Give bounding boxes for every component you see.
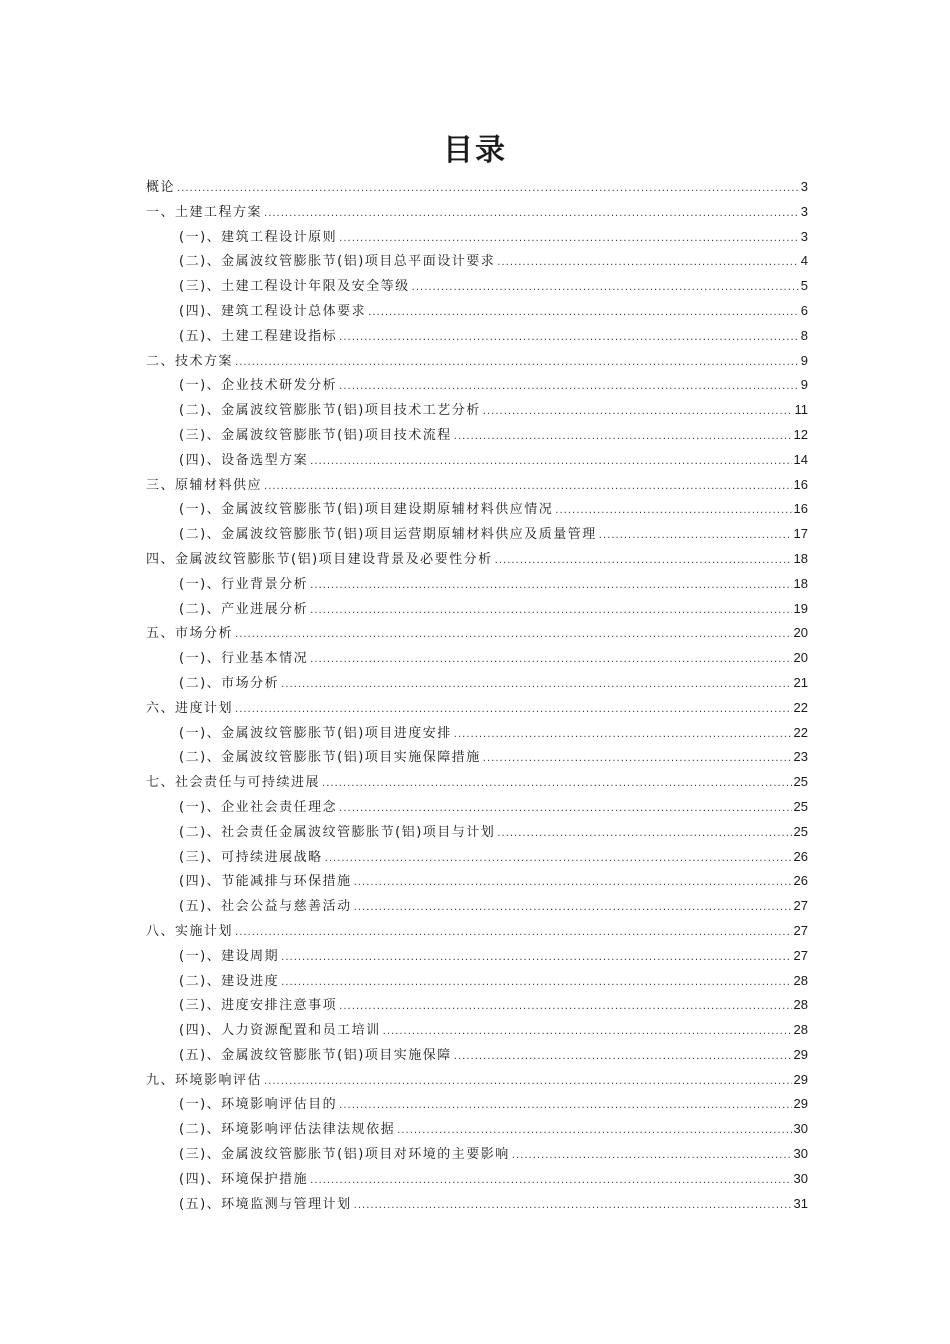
toc-entry-title: (二)、社会责任金属波纹管膨胀节(铝)项目与计划 — [179, 824, 496, 840]
toc-dot-leader — [339, 375, 799, 400]
toc-entry-title: 五、市场分析 — [146, 626, 234, 642]
toc-dot-leader — [281, 971, 791, 996]
toc-entry-title: 一、土建工程方案 — [146, 204, 263, 220]
toc-section-entry[interactable] — [146, 869, 808, 894]
toc-dot-leader — [454, 425, 792, 450]
toc-section-entry[interactable] — [146, 249, 808, 274]
toc-entry-title: 六、进度计划 — [146, 700, 234, 716]
toc-page-number: 28 — [793, 1022, 808, 1038]
toc-section-entry[interactable] — [146, 1142, 808, 1167]
toc-page-number: 11 — [794, 402, 808, 418]
toc-page-number: 30 — [793, 1170, 808, 1186]
toc-section-entry[interactable] — [146, 671, 808, 696]
toc-entry-title: 三、原辅材料供应 — [146, 477, 263, 493]
toc-dot-leader — [235, 698, 792, 723]
toc-dot-leader — [281, 673, 791, 698]
toc-entry-title: (一)、企业技术研发分析 — [179, 378, 338, 394]
toc-section-entry[interactable] — [146, 745, 808, 770]
toc-dot-leader — [310, 1169, 791, 1194]
toc-entry-title: 八、实施计划 — [146, 923, 234, 939]
toc-section-entry[interactable] — [146, 423, 808, 448]
toc-dot-leader — [310, 450, 791, 475]
toc-section-entry[interactable] — [146, 448, 808, 473]
toc-page-number: 14 — [793, 451, 808, 467]
toc-section-entry[interactable] — [146, 1192, 808, 1217]
toc-dot-leader — [483, 747, 792, 772]
toc-entry-title: (一)、金属波纹管膨胀节(铝)项目进度安排 — [179, 725, 452, 741]
toc-section-entry[interactable] — [146, 820, 808, 845]
toc-page-number: 18 — [793, 575, 808, 591]
toc-dot-leader — [281, 946, 791, 971]
toc-entry-title: (一)、金属波纹管膨胀节(铝)项目建设期原辅材料供应情况 — [179, 502, 554, 518]
toc-dot-leader — [483, 400, 793, 425]
toc-entry-title: (一)、企业社会责任理念 — [179, 799, 338, 815]
toc-chapter-entry[interactable] — [146, 1068, 808, 1093]
toc-list — [146, 175, 808, 1216]
toc-section-entry[interactable] — [146, 1018, 808, 1043]
toc-page-number: 27 — [793, 947, 808, 963]
toc-section-entry[interactable] — [146, 1117, 808, 1142]
toc-chapter-entry[interactable] — [146, 200, 808, 225]
toc-page-number: 29 — [793, 1096, 808, 1112]
toc-page-number: 6 — [800, 302, 808, 318]
toc-entry-title: (五)、金属波纹管膨胀节(铝)项目实施保障 — [179, 1047, 452, 1063]
toc-page-number: 5 — [800, 278, 808, 294]
toc-dot-leader — [177, 177, 799, 202]
toc-section-entry[interactable] — [146, 993, 808, 1018]
toc-page-number: 3 — [800, 179, 808, 194]
toc-dot-leader — [339, 995, 791, 1020]
toc-dot-leader — [354, 896, 792, 921]
toc-section-entry[interactable] — [146, 274, 808, 299]
toc-entry-title: 九、环境影响评估 — [146, 1072, 263, 1088]
toc-entry-title: (二)、产业进展分析 — [179, 601, 309, 617]
toc-entry-title: (二)、金属波纹管膨胀节(铝)项目技术工艺分析 — [179, 403, 481, 419]
toc-section-entry[interactable] — [146, 522, 808, 547]
toc-entry-title: (四)、环境保护措施 — [179, 1171, 309, 1187]
toc-entry-title: (五)、土建工程建设指标 — [179, 328, 338, 344]
toc-page-number: 16 — [793, 476, 808, 492]
toc-dot-leader — [235, 623, 792, 648]
toc-dot-leader — [322, 772, 792, 797]
toc-entry-title: 七、社会责任与可持续进展 — [146, 775, 321, 791]
toc-page-number: 27 — [793, 898, 808, 914]
toc-page-number: 22 — [793, 699, 808, 715]
toc-page-number: 22 — [793, 724, 808, 740]
toc-entry-title: (二)、环境影响评估法律法规依据 — [179, 1122, 396, 1138]
toc-page-number: 20 — [793, 650, 808, 666]
toc-page-number: 17 — [793, 526, 808, 542]
toc-page-number: 18 — [793, 550, 808, 566]
toc-dot-leader — [339, 227, 799, 252]
toc-page-number: 26 — [793, 873, 808, 889]
toc-entry-title: (四)、建筑工程设计总体要求 — [179, 303, 367, 319]
toc-section-entry[interactable] — [146, 1092, 808, 1117]
toc-page-number: 8 — [800, 327, 808, 343]
toc-dot-leader — [383, 1020, 792, 1045]
toc-chapter-entry[interactable] — [146, 770, 808, 795]
toc-entry-title: (四)、人力资源配置和员工培训 — [179, 1023, 381, 1039]
toc-dot-leader — [397, 1119, 791, 1144]
toc-chapter-entry[interactable] — [146, 919, 808, 944]
toc-chapter-entry[interactable] — [146, 696, 808, 721]
toc-page-number: 28 — [793, 997, 808, 1013]
toc-page-number: 25 — [793, 774, 808, 790]
toc-section-entry[interactable] — [146, 597, 808, 622]
toc-chapter-entry[interactable] — [146, 349, 808, 374]
toc-dot-leader — [339, 326, 799, 351]
toc-entry-title: (五)、环境监测与管理计划 — [179, 1196, 352, 1212]
toc-section-entry[interactable] — [146, 299, 808, 324]
toc-dot-leader — [339, 1094, 791, 1119]
toc-page-number: 12 — [793, 426, 808, 442]
toc-dot-leader — [512, 1144, 792, 1169]
toc-dot-leader — [235, 351, 799, 376]
toc-dot-leader — [264, 202, 799, 227]
toc-section-entry[interactable] — [146, 398, 808, 423]
toc-entry-title: (一)、建筑工程设计原则 — [179, 229, 338, 245]
toc-page-number: 26 — [793, 848, 808, 864]
toc-page-number: 28 — [793, 972, 808, 988]
toc-chapter-entry[interactable] — [146, 621, 808, 646]
toc-chapter-entry[interactable] — [146, 473, 808, 498]
toc-dot-leader — [599, 524, 792, 549]
toc-entry-title: (四)、设备选型方案 — [179, 452, 309, 468]
toc-section-entry[interactable] — [146, 1167, 808, 1192]
toc-page-number: 25 — [793, 823, 808, 839]
toc-dot-leader — [310, 574, 791, 599]
toc-page-number: 25 — [793, 798, 808, 814]
toc-entry-title: (三)、金属波纹管膨胀节(铝)项目对环境的主要影响 — [179, 1147, 510, 1163]
toc-dot-leader — [497, 822, 791, 847]
toc-entry-title: (三)、土建工程设计年限及安全等级 — [179, 279, 410, 295]
toc-entry-title: (二)、金属波纹管膨胀节(铝)项目总平面设计要求 — [179, 254, 496, 270]
toc-dot-leader — [454, 723, 792, 748]
toc-dot-leader — [310, 599, 791, 624]
toc-page-number: 3 — [800, 203, 808, 219]
toc-entry-title: (五)、社会公益与慈善活动 — [179, 899, 352, 915]
toc-dot-leader — [354, 871, 792, 896]
toc-dot-leader — [555, 499, 791, 524]
toc-page-number: 9 — [800, 352, 808, 368]
toc-page-number: 31 — [793, 1195, 808, 1211]
toc-dot-leader — [339, 797, 791, 822]
toc-dot-leader — [264, 475, 792, 500]
toc-section-entry[interactable] — [146, 845, 808, 870]
toc-entry-title: (四)、节能减排与环保措施 — [179, 874, 352, 890]
toc-dot-leader — [497, 251, 798, 276]
toc-page-number: 4 — [800, 253, 808, 269]
toc-page-number: 21 — [793, 674, 808, 690]
toc-section-entry[interactable] — [146, 969, 808, 994]
toc-entry-title: (一)、环境影响评估目的 — [179, 1097, 338, 1113]
toc-dot-leader — [310, 648, 791, 673]
toc-entry-title: 二、技术方案 — [146, 353, 234, 369]
toc-page-number: 16 — [793, 501, 808, 517]
toc-page-number: 27 — [793, 922, 808, 938]
toc-section-entry[interactable] — [146, 944, 808, 969]
toc-entry-title: (二)、市场分析 — [179, 675, 280, 691]
toc-section-entry[interactable] — [146, 225, 808, 250]
toc-chapter-entry[interactable] — [146, 175, 808, 200]
toc-entry-title: (三)、进度安排注意事项 — [179, 998, 338, 1014]
toc-page-number: 20 — [793, 625, 808, 641]
toc-entry-title: (一)、建设周期 — [179, 948, 280, 964]
toc-chapter-entry[interactable] — [146, 547, 808, 572]
toc-page-number: 29 — [793, 1071, 808, 1087]
toc-entry-title: (三)、可持续进展战略 — [179, 849, 323, 865]
toc-entry-title: (二)、建设进度 — [179, 973, 280, 989]
toc-page-number: 3 — [800, 228, 808, 244]
toc-entry-title: 四、金属波纹管膨胀节(铝)项目建设背景及必要性分析 — [146, 551, 493, 567]
toc-section-entry[interactable] — [146, 572, 808, 597]
toc-entry-title: 概论 — [146, 180, 176, 195]
toc-page-number: 30 — [793, 1121, 808, 1137]
toc-page-number: 19 — [793, 600, 808, 616]
toc-section-entry[interactable] — [146, 646, 808, 671]
toc-entry-title: (二)、金属波纹管膨胀节(铝)项目实施保障措施 — [179, 750, 481, 766]
toc-section-entry[interactable] — [146, 795, 808, 820]
toc-entry-title: (三)、金属波纹管膨胀节(铝)项目技术流程 — [179, 427, 452, 443]
toc-page-number: 29 — [793, 1046, 808, 1062]
toc-dot-leader — [235, 921, 792, 946]
toc-dot-leader — [495, 549, 792, 574]
toc-page-number: 9 — [800, 377, 808, 393]
toc-dot-leader — [412, 276, 799, 301]
toc-section-entry[interactable] — [146, 497, 808, 522]
toc-entry-title: (一)、行业基本情况 — [179, 651, 309, 667]
toc-dot-leader — [354, 1194, 792, 1219]
toc-title: 目录 — [443, 133, 507, 168]
toc-entry-title: (二)、金属波纹管膨胀节(铝)项目运营期原辅材料供应及质量管理 — [179, 527, 597, 543]
toc-section-entry[interactable] — [146, 721, 808, 746]
toc-section-entry[interactable] — [146, 894, 808, 919]
toc-dot-leader — [454, 1045, 792, 1070]
toc-dot-leader — [325, 847, 792, 872]
toc-entry-title: (一)、行业背景分析 — [179, 576, 309, 592]
toc-section-entry[interactable] — [146, 373, 808, 398]
toc-dot-leader — [264, 1070, 792, 1095]
toc-section-entry[interactable] — [146, 1043, 808, 1068]
toc-section-entry[interactable] — [146, 324, 808, 349]
toc-dot-leader — [368, 301, 799, 326]
toc-page-number: 23 — [793, 749, 808, 765]
toc-page-number: 30 — [793, 1146, 808, 1162]
